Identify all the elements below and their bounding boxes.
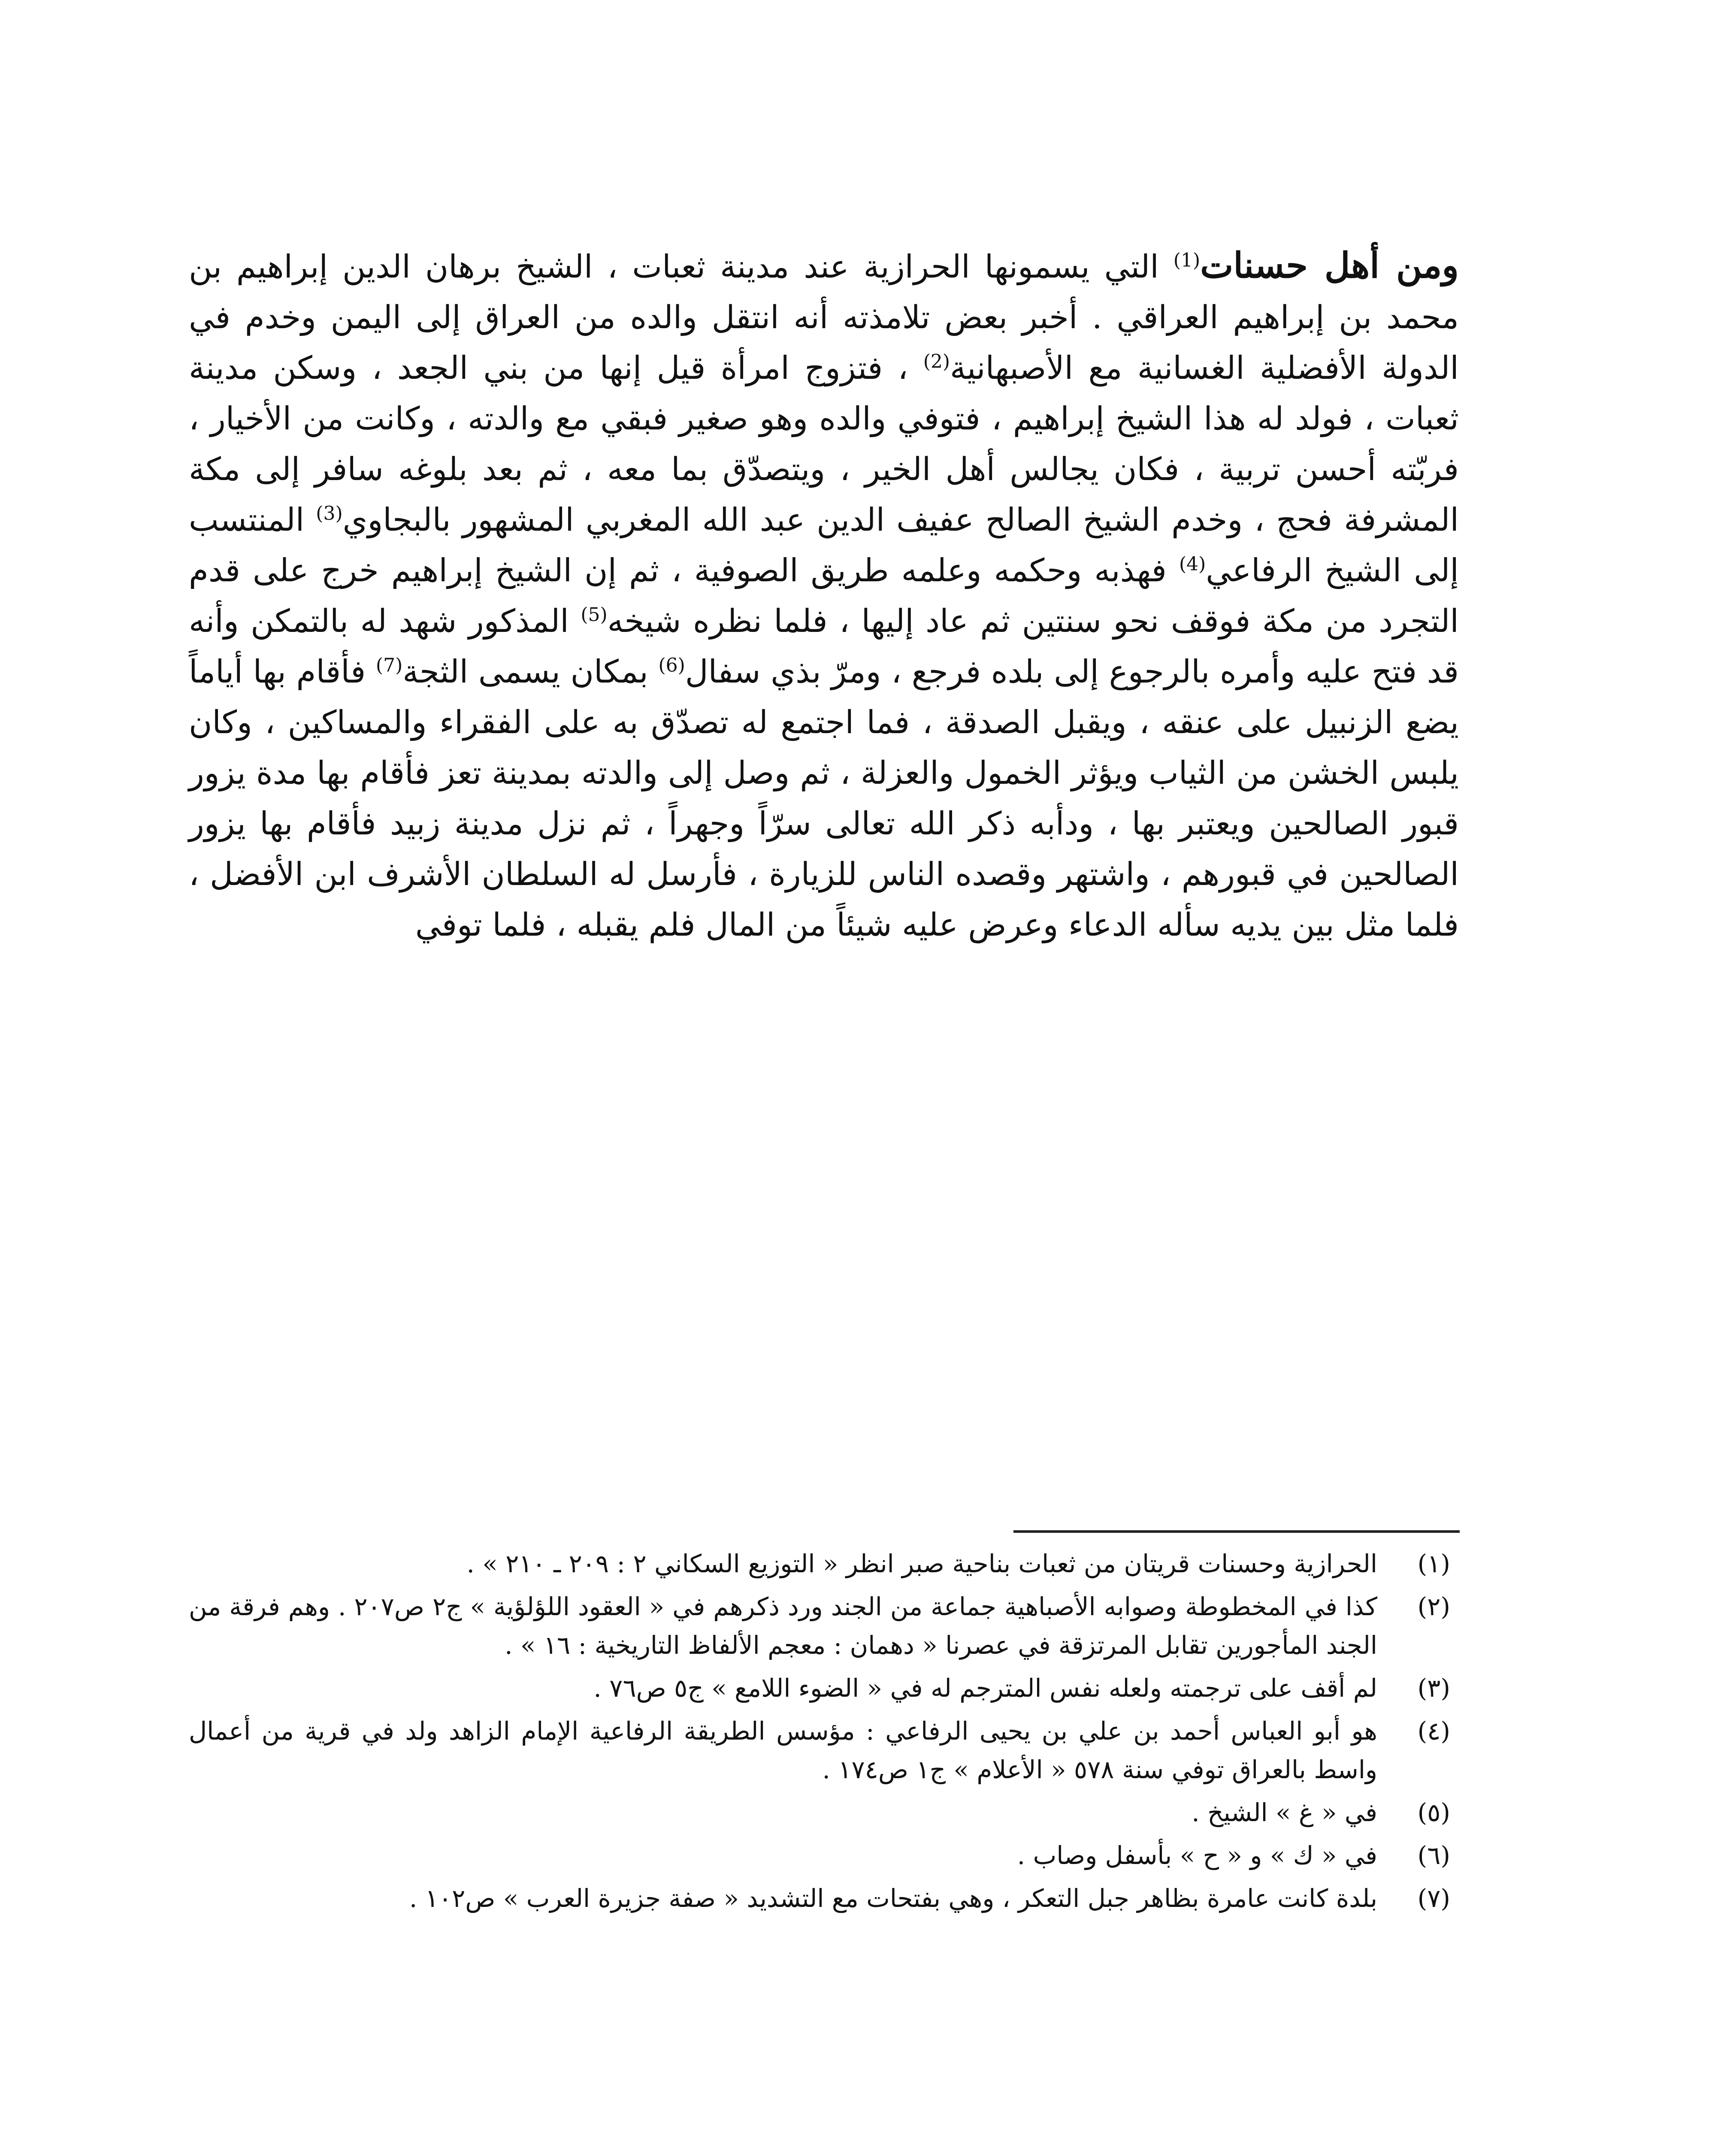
paragraph-text: فهذبه وحكمه وعلمه طريق الصوفية ، ثم إن الشيخ إبراهيم خرج على قدم التجرد من مكة فوقف نحو سنتين ثم عاد إليها ، فلما نظره شيخه xyxy=(189,552,1459,640)
footnote-text: بلدة كانت عامرة بظاهر جبل التعكر ، وهي بفتحات مع التشديد « صفة جزيرة العرب » ص١٠٢ . xyxy=(409,1884,1377,1913)
footnote-reference: (3) xyxy=(316,502,343,525)
footnote-number: (٣) xyxy=(1417,1674,1450,1703)
footnote-text: الحرازية وحسنات قريتان من ثعبات بناحية صبر انظر « التوزيع السكاني ٢ : ٢٠٩ ـ ٢١٠ » . xyxy=(466,1549,1377,1578)
footnote xyxy=(189,1669,1459,1707)
footnote-reference: (7) xyxy=(375,654,403,677)
footnote-reference: (5) xyxy=(581,604,608,626)
footnote-reference: (2) xyxy=(923,350,950,373)
footnote xyxy=(189,1712,1459,1789)
paragraph-text: فأقام بها أياماً يضع الزنبيل على عنقه ، ويقبل الصدقة ، فما اجتمع له تصدّق به على الفقراء والمساكين ، وكان يلبس الخشن من الثياب ويؤثر الخمول والعزلة ، ثم وصل إلى والدته بمدينة تعز فأقام بها مدة يزور قبور الصالحين ويعتبر بها ، ودأبه ذكر الله تعالى سرّاً وجهراً ، ثم نزل مدينة زبيد فأقام بها يزور الصالحين في قبورهم ، واشتهر وقصده الناس للزيارة ، فأرسل له السلطان الأشرف ابن الأفضل ، فلما مثل بين يديه سأله الدعاء وعرض عليه شيئاً من المال فلم يقبله ، فلما توفي xyxy=(189,653,1459,943)
footnotes-list xyxy=(189,1544,1459,1922)
footnote-reference: (6) xyxy=(658,654,685,677)
footnote-text: في « غ » الشيخ . xyxy=(1192,1798,1377,1827)
footnote xyxy=(189,1544,1459,1583)
footnote xyxy=(189,1879,1459,1918)
paragraph-text: التي يسمونها الحرازية عند مدينة ثعبات ، الشيخ برهان الدين إبراهيم بن محمد بن إبراهيم العراقي . أخبر بعض تلامذته أنه انتقل والده من العراق إلى اليمن وخدم في الدولة الأفضلية الغسانية مع الأصبهانية xyxy=(189,248,1459,387)
footnote xyxy=(189,1836,1459,1875)
footnote-number: (٥) xyxy=(1417,1798,1450,1827)
footnote-text: في « ك » و « ح » بأسفل وصاب . xyxy=(1017,1841,1377,1870)
lead-phrase: ومن أهل حسنات xyxy=(1200,245,1459,286)
footnote-separator xyxy=(1013,1530,1460,1533)
paragraph-text: ، فتزوج امرأة قيل إنها من بني الجعد ، وسكن مدينة ثعبات ، فولد له هذا الشيخ إبراهيم ، فتوفي والده وهو صغير فبقي مع والدته ، وكانت من الأخيار ، فربّته أحسن تربية ، فكان يجالس أهل الخير ، ويتصدّق بما معه ، ثم بعد بلوغه سافر إلى مكة المشرفة فحج ، وخدم الشيخ الصالح عفيف الدين عبد الله المغربي المشهور بالبجاوي xyxy=(189,350,1459,538)
paragraph-text: المنتسب إلى الشيخ الرفاعي xyxy=(189,502,1459,589)
footnote xyxy=(189,1793,1459,1832)
main-paragraph xyxy=(189,240,1459,950)
footnote-number: (١) xyxy=(1417,1549,1450,1578)
footnote-number: (٦) xyxy=(1417,1841,1450,1870)
paragraph-text: المذكور شهد له بالتمكن وأنه قد فتح عليه وأمره بالرجوع إلى بلده فرجع ، ومرّ بذي سفال xyxy=(189,603,1459,690)
footnote-number: (٢) xyxy=(1417,1592,1450,1621)
footnote-number: (٤) xyxy=(1417,1716,1450,1746)
footnote-reference: (1) xyxy=(1173,249,1201,272)
footnote-text: لم أقف على ترجمته ولعله نفس المترجم له في « الضوء اللامع » ج٥ ص٧٦ . xyxy=(593,1674,1377,1703)
paragraph-text: بمكان يسمى الثجة xyxy=(402,653,659,690)
footnote-text: هو أبو العباس أحمد بن علي بن يحيى الرفاعي : مؤسس الطريقة الرفاعية الإمام الزاهد ولد في قرية من أعمال واسط بالعراق توفي سنة ٥٧٨ « الأعلام » ج١ ص١٧٤ . xyxy=(189,1716,1377,1784)
footnote-number: (٧) xyxy=(1417,1884,1450,1913)
footnote-reference: (4) xyxy=(1179,553,1206,575)
footnote xyxy=(189,1587,1459,1665)
footnote-text: كذا في المخطوطة وصوابه الأصباهية جماعة من الجند ورد ذكرهم في « العقود اللؤلؤية » ج٢ ص٢٠٧ . وهم فرقة من الجند المأجورين تقابل المرتزقة في عصرنا « دهمان : معجم الألفاظ التاريخية : ١٦ » . xyxy=(189,1592,1377,1660)
main-text-block xyxy=(189,240,1459,950)
